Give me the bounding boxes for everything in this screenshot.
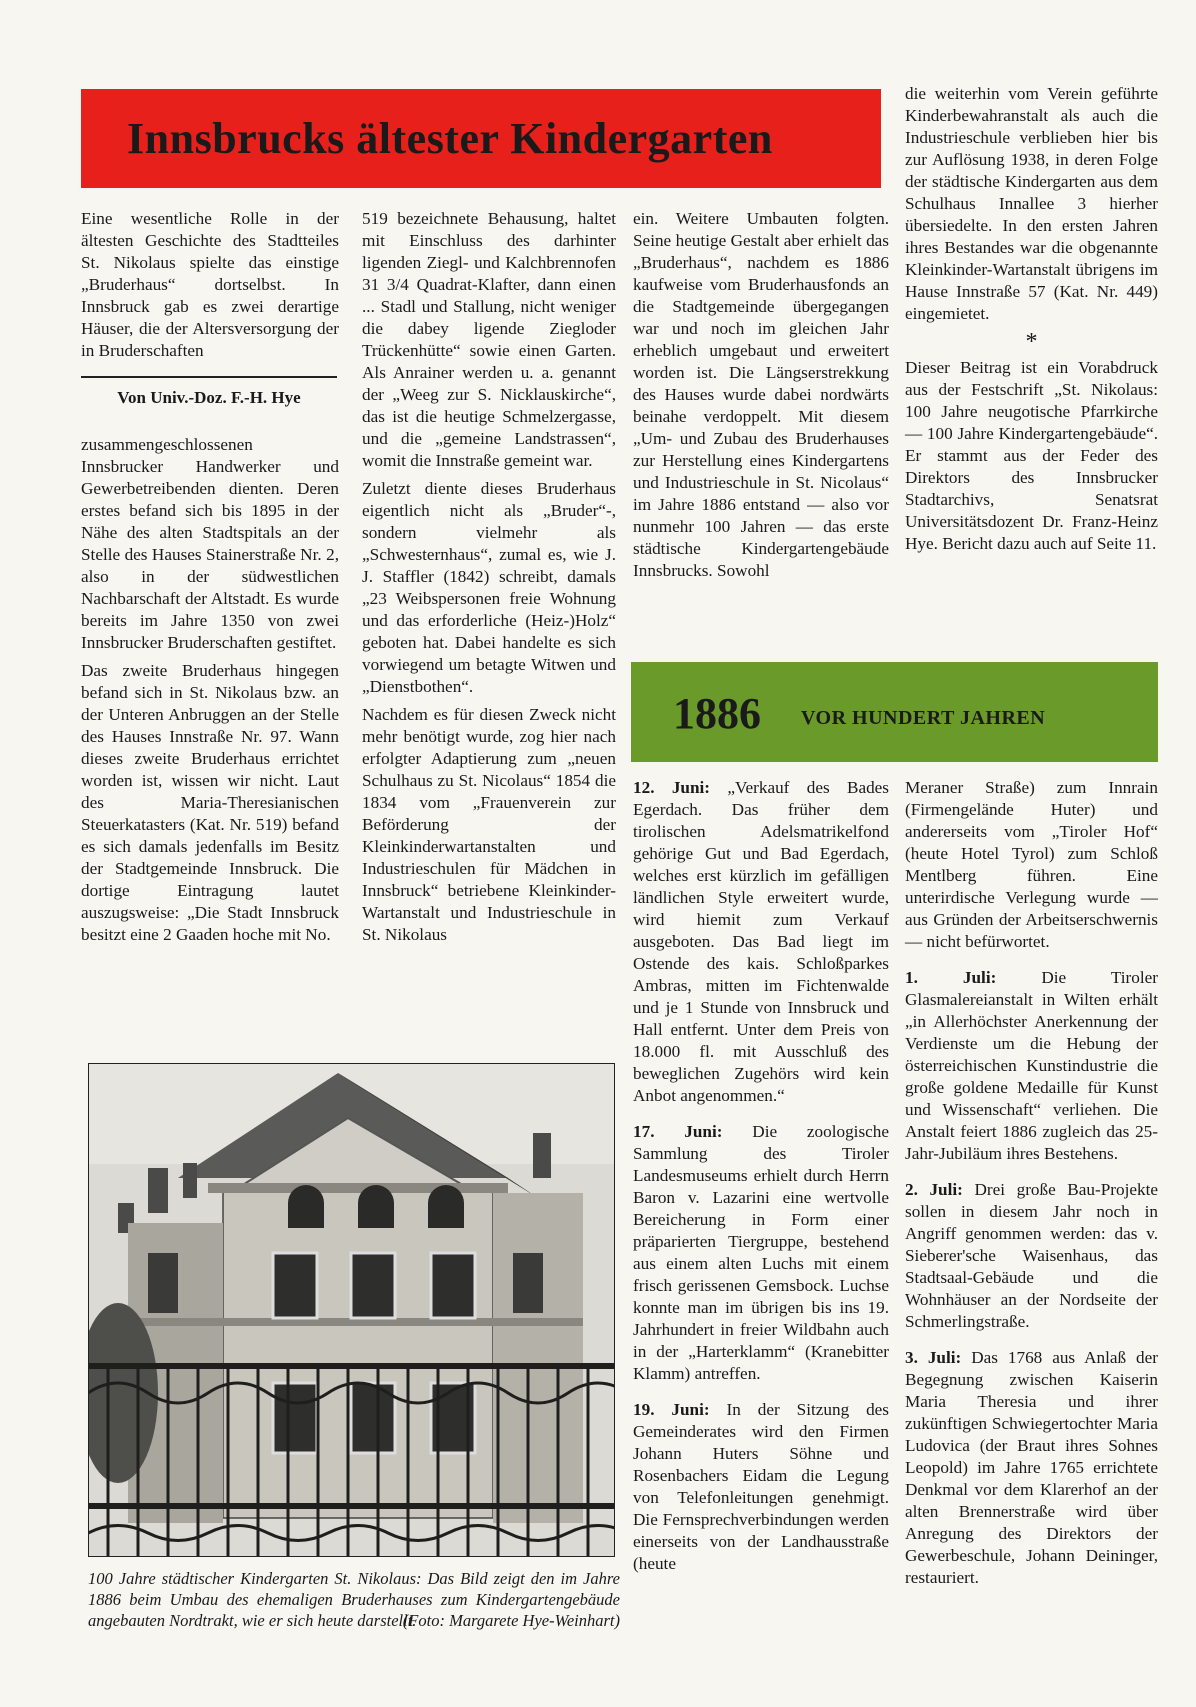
chronicle-entry (905, 1179, 1158, 1333)
caption-text: 100 Jahre städtischer Kindergarten St. Nikolaus: Das Bild zeigt den im Jahre 1886 beim Umbau des ehemaligen Bruderhauses zum Kindergartengebäude angebauten Nordtrakt, wie er sich heute darstellt. (88, 1569, 620, 1630)
paragraph-note: Dieser Beitrag ist ein Vorabdruck aus der Festschrift „St. Nikolaus: 100 Jahre neugotische Pfarrkirche — 100 Jahre Kindergartengebäude“. Er stammt aus der Feder des Direktors des Innsbrucker Stadtarchivs, Senatsrat Universitätsdozent Dr. Franz-Heinz Hye. Bericht dazu auch auf Seite 11. (905, 358, 1158, 553)
entry-text: Die Tiroler Glasmalereianstalt in Wilten erhält „in Allerhöchster Anerkennung der Verdienste um die Hebung der österreichischen Kunstindustrie die große goldene Medaille für Kunst und Wissenschaft“ verliehen. Die Anstalt feiert 1886 zugleich das 25-Jahr-Jubiläum ihres Bestehens. (905, 968, 1158, 1163)
chronicle-column-1 (633, 777, 889, 1581)
banner-year: 1886 (673, 689, 761, 738)
entry-text: Drei große Bau-Projekte sollen in diesem Jahr noch in Angriff genommen werden: das v. Sieberer'sche Waisenhaus, das Stadtsaal-Gebäude und die Wohnhäuser an der Nordseite der Schmerlingstraße. (905, 1180, 1158, 1331)
paragraph: Meraner Straße) zum Innrain (Firmengelände Huter) und andererseits vom „Tiroler Hof“ (heute Hotel Tyrol) zum Schloß Mentlberg führen. Eine unterirdische Verlegung wurde — aus Gründen der Arbeitserschwernis — nicht befürwortet. (905, 778, 1158, 951)
photo-credit: (Foto: Margarete Hye-Weinhart) (402, 1611, 620, 1630)
entry-text: Die zoologische Sammlung des Tiroler Landesmuseums erhielt durch Herrn Baron v. Lazarini eine wertvolle Bereicherung in Form einer präparierten Tiergruppe, bestehend aus einem alten Luchs mit einem frisch gerissenen Gemsbock. Luchse konnte man im übrigen bis ins 19. Jahrhundert in freier Wildbahn auch in der „Harterklamm“ (Kranebitter Klamm) antreffen. (633, 1122, 889, 1383)
column-3 (633, 208, 889, 588)
paragraph: Zuletzt diente dieses Bruderhaus eigentlich nicht als „Bruder“-, sondern vielmehr als „Schwesternhaus“, zumal es, wie J. J. Staffler (1842) schreibt, damals „23 Weibspersonen freie Wohnung und das erforderliche (Heiz-)Holz“ geboten hat. Dabei handelte es sich vorwiegend um betagte Witwen und „Dienstbothen“. (362, 479, 616, 696)
entry-date: 2. Juli: (905, 1180, 963, 1199)
headline-banner (81, 89, 881, 188)
author-byline: Von Univ.-Doz. F.-H. Hye (81, 376, 337, 408)
chronicle-column-2 (905, 777, 1158, 1595)
chronicle-entry (633, 1121, 889, 1385)
entry-text: Das 1768 aus Anlaß der Begegnung zwischen Kaiserin Maria Theresia und ihrer zukünftigen Schwiegertochter Maria Ludovica (der Braut ihres Sohnes Leopold) im Jahre 1765 errichtete Denkmal vor dem Klarerhof an der alten Brennerstraße wird über Anregung des Direktors der Gewerbeschule, Johann Deininger, restauriert. (905, 1348, 1158, 1587)
section-banner (631, 662, 1158, 762)
paragraph: die weiterhin vom Verein geführte Kinderbewahranstalt als auch die Industrieschule verblieben hier bis zur Auflösung 1938, in deren Folge der städtische Kindergarten aus dem Schulhaus Innallee 3 hierher übersiedelte. In den ersten Jahren ihres Bestandes war die obgenannte Kleinkinder-Wartanstalt übrigens im Hause Innstraße 57 (Kat. Nr. 449) eingemietet. (905, 84, 1158, 323)
column-2 (362, 208, 616, 952)
section-separator: * (1025, 329, 1038, 355)
chronicle-entry (633, 777, 889, 1107)
paragraph: 519 bezeichnete Behausung, haltet mit Einschluss des darhinter ligenden Ziegl- und Kalchbrennofen 31 3/4 Quadrat-Klafter, dann einen ... Stadl und Stallung, nicht weniger die dabey ligende Ziegloder Trückenhütte“ sowie einen Garten. Als Anrainer werden u. a. genannt der „Weeg zur S. Nicklauskirche“, das ist die heutige Schmelzergasse, und die „gemeine Landstrassen“, womit die Innstraße gemeint war. (362, 209, 616, 470)
column-1-top (81, 208, 339, 368)
entry-date: 1. Juli: (905, 968, 997, 987)
photo-caption (88, 1568, 620, 1631)
paragraph-intro: Eine wesentliche Rolle in der ältesten Geschichte des Stadtteiles St. Nikolaus spielte das einstige „Bruderhaus“ dortselbst. In Innsbruck gab es zwei derartige Häuser, die der Altersversorgung der in Bruderschaften (81, 209, 339, 360)
entry-text: „Verkauf des Bades Egerdach. Das früher dem tirolischen Adelsmatrikelfond gehörige Gut und Bad Egerdach, welches erst kürzlich im gefälligen ländlichen Style erweitert wurde, wird hiemit zum Verkauf ausgeboten. Das Bad liegt im Ostende des kais. Schloßparkes Ambras, mitten im Fichtenwalde und je 1 Stunde von Innsbruck und Hall entfernt. Unter dem Preis von 18.000 fl. mit Ausschluß des beweglichen Zugehörs wird kein Anbot angenommen.“ (633, 778, 889, 1105)
entry-date: 3. Juli: (905, 1348, 962, 1367)
building-photo (88, 1063, 615, 1557)
paragraph: Das zweite Bruderhaus hingegen befand sich in St. Nikolaus bzw. an der Unteren Anbruggen an der Stelle des Hauses Innstraße Nr. 97. Wann dieses zweite Bruderhaus errichtet worden ist, wissen wir nicht. Laut des Maria-Theresianischen Steuerkatasters (Kat. Nr. 519) befand es sich damals jedenfalls im Besitz der Stadtgemeinde Innsbruck. Die dortige Eintragung lautet auszugsweise: „Die Stadt Innsbruck besitzt eine 2 Gaaden hoche mit No. (81, 661, 339, 944)
chronicle-entry (905, 1347, 1158, 1589)
entry-date: 19. Juni: (633, 1400, 710, 1419)
article-title: Innsbrucks ältester Kindergarten (127, 114, 773, 163)
paragraph: ein. Weitere Umbauten folgten. Seine heutige Gestalt aber erhielt das „Bruderhaus“, nachdem es 1886 kaufweise vom Bruderhausfonds an die Stadtgemeinde übergegangen war und noch im gleichen Jahr erheblich umgebaut und erweitert worden ist. Die Längserstrekkung des Hauses wurde dabei nordwärts beinahe verdoppelt. Mit diesem „Um- und Zubau des Bruderhauses zur Herstellung eines Kindergartens und Industrieschule in St. Nicolaus“ im Jahre 1886 entstand — also vor nunmehr 100 Jahren — das erste städtische Kindergartengebäude Innsbrucks. Sowohl (633, 209, 889, 580)
paragraph: zusammengeschlossenen Innsbrucker Handwerker und Gewerbetreibenden dienten. Deren erstes befand sich bis 1895 in der Nähe des alten Stadtspitals an der Stelle des Hauses Stainerstraße Nr. 2, also in der südwestlichen Nachbarschaft der Altstadt. Es wurde bereits im Jahre 1350 von zwei Innsbrucker Bruderschaften gestiftet. (81, 435, 339, 652)
column-1 (81, 434, 339, 952)
chronicle-entry (905, 967, 1158, 1165)
entry-date: 12. Juni: (633, 778, 711, 797)
paragraph: Nachdem es für diesen Zweck nicht mehr benötigt wurde, zog hier nach erfolgter Adaptierung zum „neuen Schulhaus zu St. Nicolaus“ 1854 die 1834 vom „Frauenverein zur Beförderung der Kleinkinderwartanstalten und Industrieschulen für Mädchen in Innsbruck“ betriebene Kleinkinder-Wartanstalt und Industrieschule in St. Nikolaus (362, 705, 616, 944)
column-4 (905, 83, 1158, 561)
chronicle-entry (633, 1399, 889, 1575)
entry-date: 17. Juni: (633, 1122, 723, 1141)
banner-title: VOR HUNDERT JAHREN (801, 707, 1046, 729)
entry-text: In der Sitzung des Gemeinderates wird den Firmen Johann Huters Söhne und Rosenbachers Eidam die Legung von Telefonleitungen genehmigt. Die Fernsprechverbindungen werden einerseits von der Landhausstraße (heute (633, 1400, 889, 1573)
